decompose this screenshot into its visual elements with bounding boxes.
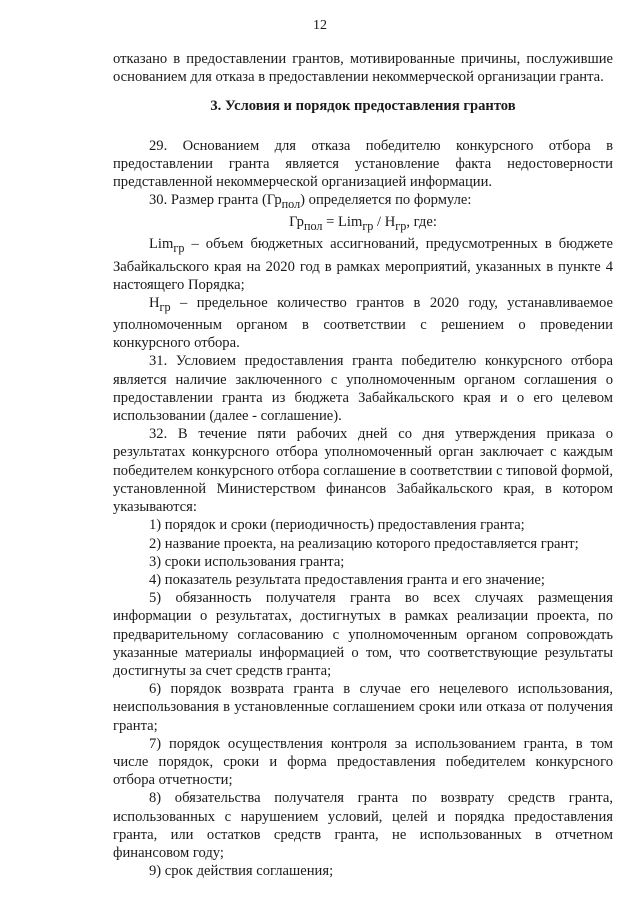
definition-lim <box>113 235 613 294</box>
formula-n-sub: гр <box>395 219 407 234</box>
formula-lhs-sub: пол <box>303 219 323 234</box>
list-item: 7) порядок осуществления контроля за использованием гранта, в том числе порядок, сроки и форма предоставления победителем конкурсного отбора отчетности; <box>113 735 613 789</box>
formula-lhs: Гр <box>289 214 304 231</box>
formula-eq: = Lim <box>322 214 363 231</box>
list-item: 9) срок действия соглашения; <box>149 863 334 880</box>
list-item: 4) показатель результата предоставления гранта и его значение; <box>149 571 545 588</box>
formula-div: / Н <box>373 214 396 231</box>
continuation-paragraph: отказано в предоставлении грантов, мотивированные причины, послужившие основанием для отказа в предоставлении некоммерческой организации гранта. <box>113 51 613 86</box>
definition-n-text: – предельное количество грантов в 2020 году, устанавливаемое уполномоченным органом в соответствии с решением о проведении конкурсного отбора. <box>113 294 613 352</box>
definition-lim-sub: гр <box>173 241 185 256</box>
list-item: 5) обязанность получателя гранта во всех случаях размещения информации о результатах, достигнутых в рамках реализации проекта, по предварительному согласованию с уполномоченным органом сопровождать указанные материалы информацией о том, что соответствующие результаты достигнуты за счет средств гранта; <box>113 590 613 679</box>
paragraph-30 <box>113 191 613 213</box>
page-number: 12 <box>313 18 327 33</box>
paragraph-30-subscript: пол <box>281 197 301 212</box>
list-item: 2) название проекта, на реализацию которого предоставляется грант; <box>149 535 579 552</box>
definition-n-symbol: Н <box>149 294 160 311</box>
definition-lim-symbol: Lim <box>149 236 174 253</box>
list-item: 6) порядок возврата гранта в случае его нецелевого использования, неиспользования в установленные соглашением сроки или отказа от получения гранта; <box>113 681 613 734</box>
list-item: 8) обязательства получателя гранта по возврату средств гранта, использованных с нарушением условий, целей и порядка предоставления гранта, или остатков средств гранта, не использованных в отчетном финансовом году; <box>113 790 613 861</box>
definition-n <box>113 294 613 353</box>
definition-lim-text: – объем бюджетных ассигнований, предусмотренных в бюджете Забайкальского края на 2020 год в рамках мероприятий, указанных в пункте 4 настоящего Порядка; <box>113 236 613 293</box>
formula-tail: , где: <box>406 214 437 231</box>
formula <box>113 213 613 235</box>
list-item: 3) сроки использования гранта; <box>149 553 345 570</box>
paragraph-31: 31. Условием предоставления гранта победителю конкурсного отбора является наличие заключенного с уполномоченным органом соглашения о предоставлении гранта из бюджета Забайкальского края и о его целевом использовании (далее - соглашение). <box>113 353 613 425</box>
page-content <box>113 50 613 880</box>
definition-n-sub: гр <box>159 299 171 314</box>
section-heading: 3. Условия и порядок предоставления грантов <box>210 98 516 115</box>
paragraph-30-end: ) определяется по формуле: <box>300 192 472 209</box>
paragraph-30-intro: 30. Размер гранта (Гр <box>149 192 282 209</box>
list-item: 1) порядок и сроки (периодичность) предоставления гранта; <box>149 517 525 534</box>
formula-lim-sub: гр <box>362 219 374 234</box>
paragraph-32: 32. В течение пяти рабочих дней со дня утверждения приказа о результатах конкурсного отбора уполномоченный орган заключает с каждым победителем конкурсного отбора соглашение в соответствии с типовой формой, установленной Министерством финансов Забайкальского края, в котором указываются: <box>113 426 613 516</box>
paragraph-29: 29. Основанием для отказа победителю конкурсного отбора в предоставлении гранта является установление факта недостоверности представленной некоммерческой организацией информации. <box>113 137 613 191</box>
